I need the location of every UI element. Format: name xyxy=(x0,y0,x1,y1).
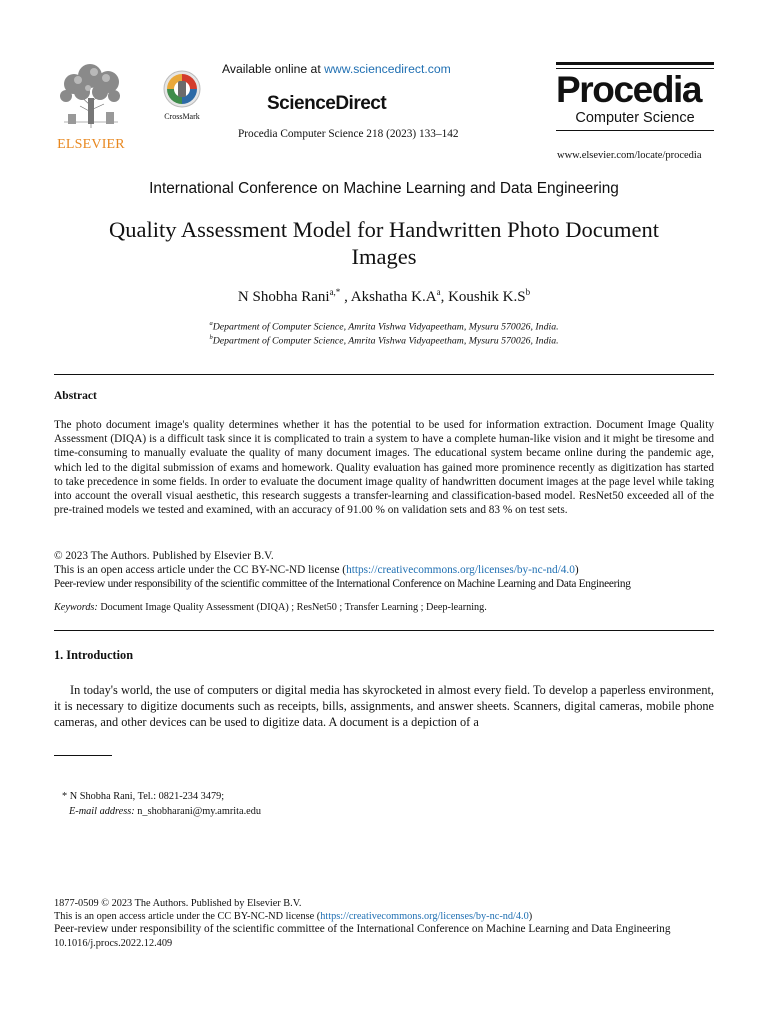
affiliation-b-text: Department of Computer Science, Amrita Vishwa Vidyapeetham, Mysuru 570026, India. xyxy=(212,335,559,347)
footnote-rule xyxy=(54,755,112,756)
keywords-text: Document Image Quality Assessment (DIQA) ; ResNet50 ; Transfer Learning ; Deep-learning. xyxy=(97,602,487,613)
elsevier-tree-icon xyxy=(54,62,128,130)
procedia-url[interactable]: www.elsevier.com/locate/procedia xyxy=(557,150,702,161)
procedia-bottom-rule xyxy=(556,130,714,131)
footer-license-link[interactable]: https://creativecommons.org/licenses/by-nc-nd/4.0 xyxy=(320,911,529,922)
author-3-sup: b xyxy=(525,287,531,297)
sciencedirect-brand: ScienceDirect xyxy=(267,93,387,114)
abstract-body: The photo document image's quality determines whether it has the potential to be used for information extraction. Document Image Quality Assessment (DIQA) is a difficult task since it is complicated to train a system to have a complete human-like vision and it might be tiresome and time-consuming to manually evaluate the quality of many document images. The educational system became online during the pandemic age, which led to the digital submission of exams and homework. Quality evaluation has gained more prominence recently as digitization has started to take precedence in some fields. In order to evaluate the document image quality of handwritten document images at the page level while taking into account the overall visual aesthetic, this research suggests a transfer-learning and classification-based model. ResNet50 exceeded all of the pre-trained models we tested and examined, with an accuracy of 91.00 % on validation sets and 83 % on test sets. xyxy=(54,419,714,517)
footer-issn-copyright: 1877-0509 © 2023 The Authors. Published by Elsevier B.V. xyxy=(54,898,302,909)
abstract-peer-review: Peer-review under responsibility of the scientific committee of the International Conference on Machine Learning and Data Engineering xyxy=(54,578,631,590)
abstract-license-link[interactable]: https://creativecommons.org/licenses/by-nc-nd/4.0 xyxy=(346,564,575,576)
paper-title xyxy=(54,216,714,270)
crossmark-label: CrossMark xyxy=(164,112,200,121)
footer-peer-review: Peer-review under responsibility of the scientific committee of the International Conference on Machine Learning and Data Engineering xyxy=(54,923,671,935)
abstract-license-suffix: ) xyxy=(574,564,579,576)
affiliation-a-sup: a xyxy=(209,320,213,327)
footnote-contact-line xyxy=(62,789,261,804)
footer-license xyxy=(54,910,714,923)
abstract-heading: Abstract xyxy=(54,390,97,402)
intro-body: In today's world, the use of computers or digital media has skyrocketed in almost every field. To develop a paperless environment, it is necessary to digitize documents such as receipts, bills, assignments, and answer sheets. Scanners, digital cameras, mobile phone cameras, and other devices can be used to digitize data. A document is a depiction of a xyxy=(54,683,714,729)
author-3: Koushik K.S xyxy=(448,289,526,305)
procedia-logo xyxy=(556,62,714,131)
abstract-license xyxy=(54,564,579,576)
footnote-marker: * xyxy=(62,791,70,802)
elsevier-logo xyxy=(54,62,128,152)
paper-title-line-2: Images xyxy=(351,244,417,269)
author-2: Akshatha K.A xyxy=(350,289,437,305)
author-sep-2: , xyxy=(440,289,449,305)
available-prefix: Available online at xyxy=(222,62,325,76)
author-1: N Shobha Rani xyxy=(237,289,330,305)
footnote-email-label: E-mail address: xyxy=(69,806,135,817)
keywords-label: Keywords: xyxy=(54,602,98,613)
author-list xyxy=(0,287,768,306)
elsevier-wordmark: ELSEVIER xyxy=(57,137,125,152)
crossmark-badge[interactable] xyxy=(160,70,204,121)
footer-doi[interactable]: 10.1016/j.procs.2022.12.409 xyxy=(54,937,173,949)
paper-title-line-1: Quality Assessment Model for Handwritten Photo Document xyxy=(109,217,659,242)
intro-heading: 1. Introduction xyxy=(54,648,134,662)
affiliation-b-sup: b xyxy=(209,334,213,341)
procedia-title: Procedia xyxy=(556,69,702,110)
page-footer xyxy=(54,897,714,950)
keywords xyxy=(54,602,487,613)
affiliation-b xyxy=(0,334,768,346)
footnote-email[interactable]: n_shobharani@my.amrita.edu xyxy=(134,806,262,817)
journal-citation: Procedia Computer Science 218 (2023) 133–142 xyxy=(238,128,459,140)
author-sep-1: , xyxy=(340,289,351,305)
abstract-bottom-rule xyxy=(54,630,714,631)
available-online xyxy=(222,62,451,76)
sciencedirect-link[interactable]: www.sciencedirect.com xyxy=(324,62,451,76)
abstract-copyright: © 2023 The Authors. Published by Elsevier B.V. xyxy=(54,550,274,562)
procedia-subtitle: Computer Science xyxy=(575,110,695,126)
footnote xyxy=(62,789,261,819)
abstract-top-rule xyxy=(54,374,714,375)
author-2-sup: a xyxy=(436,287,441,297)
conference-name: International Conference on Machine Learning and Data Engineering xyxy=(149,180,619,197)
footnote-contact: N Shobha Rani, Tel.: 0821-234 3479; xyxy=(69,791,225,802)
procedia-top-rule xyxy=(556,62,714,65)
affiliation-a-text: Department of Computer Science, Amrita Vishwa Vidyapeetham, Mysuru 570026, India. xyxy=(212,321,559,333)
crossmark-icon xyxy=(163,70,201,108)
footer-license-suffix: ) xyxy=(528,911,533,922)
author-1-sup: a,* xyxy=(329,287,341,297)
footer-license-prefix: This is an open access article under the CC BY-NC-ND license ( xyxy=(54,911,321,922)
abstract-license-prefix: This is an open access article under the CC BY-NC-ND license ( xyxy=(54,564,347,576)
footnote-email-line xyxy=(62,804,261,819)
affiliation-a xyxy=(0,320,768,332)
